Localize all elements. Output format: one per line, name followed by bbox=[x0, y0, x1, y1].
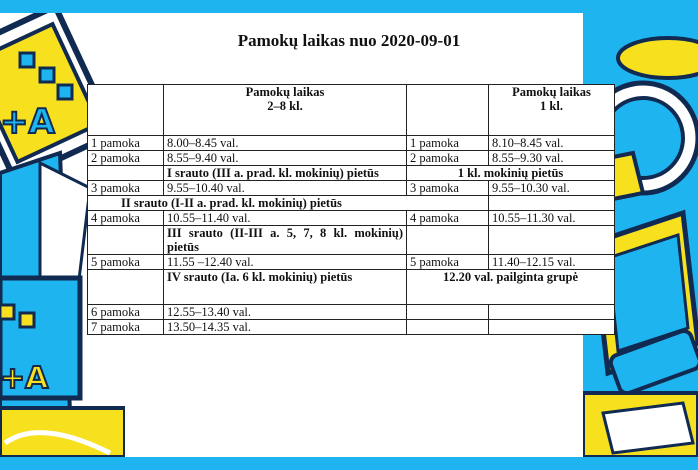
page-title: Pamokų laikas nuo 2020-09-01 bbox=[237, 31, 461, 50]
empty-cell bbox=[88, 166, 164, 181]
empty-cell bbox=[88, 85, 164, 136]
lesson-label: 5 pamoka bbox=[407, 255, 489, 270]
lesson-label: 2 pamoka bbox=[88, 151, 164, 166]
table-row bbox=[88, 151, 615, 166]
break-row bbox=[88, 166, 615, 181]
empty-cell bbox=[88, 270, 164, 305]
empty-cell bbox=[489, 226, 615, 255]
lesson-label: 4 pamoka bbox=[88, 211, 164, 226]
break-row bbox=[88, 270, 615, 305]
empty-cell bbox=[407, 305, 489, 320]
header-grades-2-8 bbox=[164, 85, 407, 136]
empty-cell bbox=[489, 196, 615, 211]
lesson-time: 9.55–10.30 val. bbox=[489, 181, 615, 196]
table-row bbox=[88, 211, 615, 226]
header-right-line1: Pamokų laikas bbox=[512, 85, 591, 99]
lunch-break-note: IV srauto (Ia. 6 kl. mokinių) pietūs bbox=[164, 270, 407, 305]
lesson-label: 5 pamoka bbox=[88, 255, 164, 270]
header-row bbox=[88, 85, 615, 136]
lesson-time: 9.55–10.40 val. bbox=[164, 181, 407, 196]
lesson-time: 8.10–8.45 val. bbox=[489, 136, 615, 151]
break-row bbox=[88, 226, 615, 255]
lesson-time: 8.00–8.45 val. bbox=[164, 136, 407, 151]
svg-text:+A: +A bbox=[0, 102, 55, 142]
bottom-border bbox=[0, 457, 698, 470]
lesson-label: 4 pamoka bbox=[407, 211, 489, 226]
lesson-label: 7 pamoka bbox=[88, 320, 164, 335]
lesson-time: 13.50–14.35 val. bbox=[164, 320, 407, 335]
header-left-line2: 2–8 kl. bbox=[267, 99, 303, 113]
empty-cell bbox=[489, 305, 615, 320]
table-row bbox=[88, 136, 615, 151]
extended-group-note: 12.20 val. pailginta grupė bbox=[407, 270, 615, 305]
table-row bbox=[88, 320, 615, 335]
lesson-label: 3 pamoka bbox=[407, 181, 489, 196]
lesson-time: 11.55 –12.40 val. bbox=[164, 255, 407, 270]
lesson-time: 8.55–9.40 val. bbox=[164, 151, 407, 166]
lesson-time: 11.40–12.15 val. bbox=[489, 255, 615, 270]
table-row bbox=[88, 181, 615, 196]
schedule-table bbox=[87, 84, 615, 335]
lesson-label: 1 pamoka bbox=[88, 136, 164, 151]
empty-cell bbox=[407, 320, 489, 335]
lunch-break-note: II srauto (I-II a. prad. kl. mokinių) pietūs bbox=[88, 196, 489, 211]
empty-cell bbox=[407, 85, 489, 136]
lesson-time: 8.55–9.30 val. bbox=[489, 151, 615, 166]
lesson-time: 10.55–11.40 val. bbox=[164, 211, 407, 226]
header-right-line2: 1 kl. bbox=[540, 99, 563, 113]
grade-a-icon bbox=[0, 102, 55, 142]
svg-text:+A: +A bbox=[0, 361, 49, 396]
lesson-label: 1 pamoka bbox=[407, 136, 489, 151]
lunch-break-note: 1 kl. mokinių pietūs bbox=[407, 166, 615, 181]
lesson-label: 2 pamoka bbox=[407, 151, 489, 166]
lesson-time: 10.55–11.30 val. bbox=[489, 211, 615, 226]
header-left-line1: Pamokų laikas bbox=[245, 85, 325, 99]
empty-cell bbox=[407, 226, 489, 255]
header-grade-1 bbox=[489, 85, 615, 136]
lesson-time: 12.55–13.40 val. bbox=[164, 305, 407, 320]
lunch-break-note: III srauto (II-III a. 5, 7, 8 kl. mokinių) pietūs bbox=[164, 226, 407, 255]
table-row bbox=[88, 305, 615, 320]
top-border bbox=[0, 0, 698, 13]
break-row bbox=[88, 196, 615, 211]
empty-cell bbox=[88, 226, 164, 255]
lunch-break-note: I srauto (III a. prad. kl. mokinių) pietūs bbox=[164, 166, 407, 181]
lesson-label: 6 pamoka bbox=[88, 305, 164, 320]
lesson-label: 3 pamoka bbox=[88, 181, 164, 196]
table-row bbox=[88, 255, 615, 270]
empty-cell bbox=[489, 320, 615, 335]
